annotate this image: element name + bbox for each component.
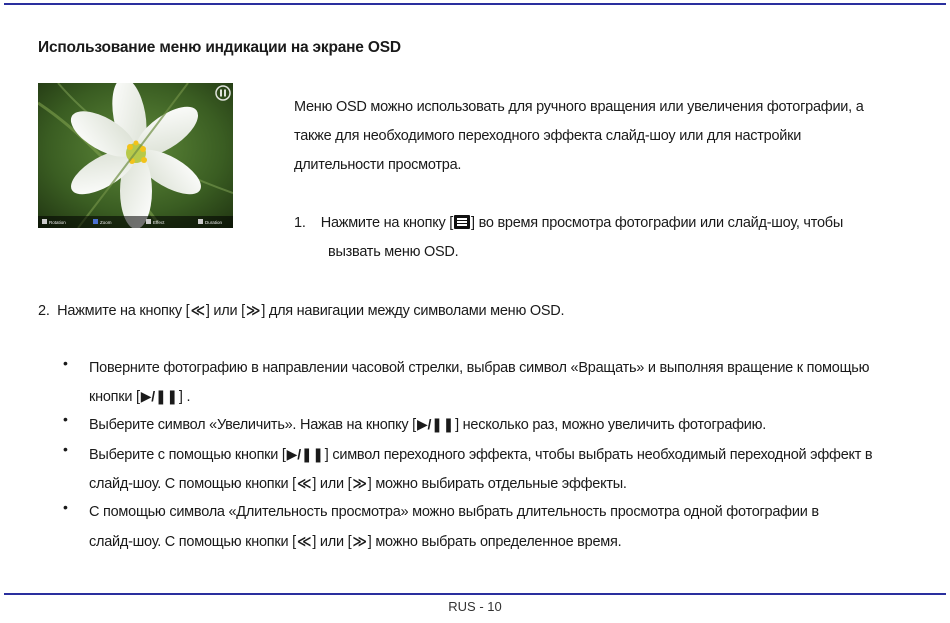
bullet-3-text-c: слайд-шоу. С помощью кнопки [	[89, 476, 296, 492]
bullet-4-text-c: ] можно выбрать определенное время.	[367, 534, 622, 550]
bullet-4-line-1: С помощью символа «Длительность просмотра» можно выбрать длительность просмотра одной фотографии в	[89, 504, 819, 520]
previous-icon: ≪	[190, 302, 205, 318]
intro-line-3: длительности просмотра.	[294, 157, 462, 173]
bullet-2-marker: •	[63, 411, 68, 427]
step-2-number: 2.	[38, 303, 50, 319]
step-1-line-2: вызвать меню OSD.	[328, 244, 459, 260]
osd-label-duration: Duration	[205, 220, 223, 225]
previous-icon: ≪	[296, 533, 312, 549]
bullet-2-line	[89, 410, 766, 440]
intro-line-2: также для необходимого переходного эффекта слайд-шоу или для настройки	[294, 128, 802, 144]
bullet-3-text-b: ] символ переходного эффекта, чтобы выбрать необходимый переходной эффект в	[324, 447, 873, 463]
step-2-text-a: Нажмите на кнопку [	[57, 303, 190, 319]
bullet-4-marker: •	[63, 499, 68, 515]
bottom-rule	[4, 593, 946, 595]
next-icon: ≫	[245, 302, 261, 318]
bullet-1-text-a: кнопки [	[89, 389, 140, 405]
top-rule	[4, 3, 946, 5]
bullet-1-line-2	[89, 382, 190, 412]
step-2-text-b: ] или [	[205, 303, 245, 319]
bullet-1-line-1: Поверните фотографию в направлении часовой стрелки, выбрав символ «Вращать» и выполняя вращение к помощью	[89, 360, 870, 376]
bullet-1-text-b: ] .	[178, 389, 191, 405]
bullet-3-text-a: Выберите с помощью кнопки [	[89, 447, 286, 463]
bullet-3-line-1	[89, 440, 872, 470]
osd-label-rotation: Rotation	[49, 220, 66, 225]
osd-label-zoom: Zoom	[100, 220, 112, 225]
previous-icon: ≪	[296, 475, 312, 491]
bullet-2-text-b: ] несколько раз, можно увеличить фотографию.	[455, 417, 767, 433]
play-pause-icon: ▶/❚❚	[286, 446, 324, 462]
step-2-line	[38, 296, 564, 326]
play-pause-icon: ▶/❚❚	[416, 416, 455, 432]
intro-line-1: Меню OSD можно использовать для ручного вращения или увеличения фотографии, а	[294, 99, 864, 115]
bullet-4-text-b: ] или [	[312, 534, 352, 550]
bullet-3-text-e: ] можно выбирать отдельные эффекты.	[367, 476, 627, 492]
bullet-4-text-a: слайд-шоу. С помощью кнопки [	[89, 534, 296, 550]
next-icon: ≫	[352, 533, 367, 549]
bullet-2-text-a: Выберите символ «Увеличить». Нажав на кнопку [	[89, 417, 416, 433]
bullet-3-line-2	[89, 469, 627, 499]
play-pause-icon: ▶/❚❚	[140, 388, 178, 404]
bullet-3-text-d: ] или [	[312, 476, 352, 492]
step-1-number: 1.	[294, 215, 306, 231]
section-title: Использование меню индикации на экране OSD	[38, 39, 401, 56]
osd-label-effect: Effect	[153, 220, 165, 225]
next-icon: ≫	[352, 475, 367, 491]
bullet-1-marker: •	[63, 355, 68, 371]
page-number-footer: RUS - 10	[448, 599, 502, 614]
menu-button-icon	[454, 215, 470, 229]
step-1-post: ] во время просмотра фотографии или слайд-шоу, чтобы	[471, 215, 844, 231]
bullet-3-marker: •	[63, 441, 68, 457]
step-1-pre: Нажмите на кнопку [	[320, 215, 454, 231]
step-2-text-c: ] для навигации между символами меню OSD.	[261, 303, 565, 319]
osd-screenshot-photo	[38, 83, 233, 228]
bullet-4-line-2	[89, 527, 621, 557]
step-1-line-1	[294, 209, 843, 238]
